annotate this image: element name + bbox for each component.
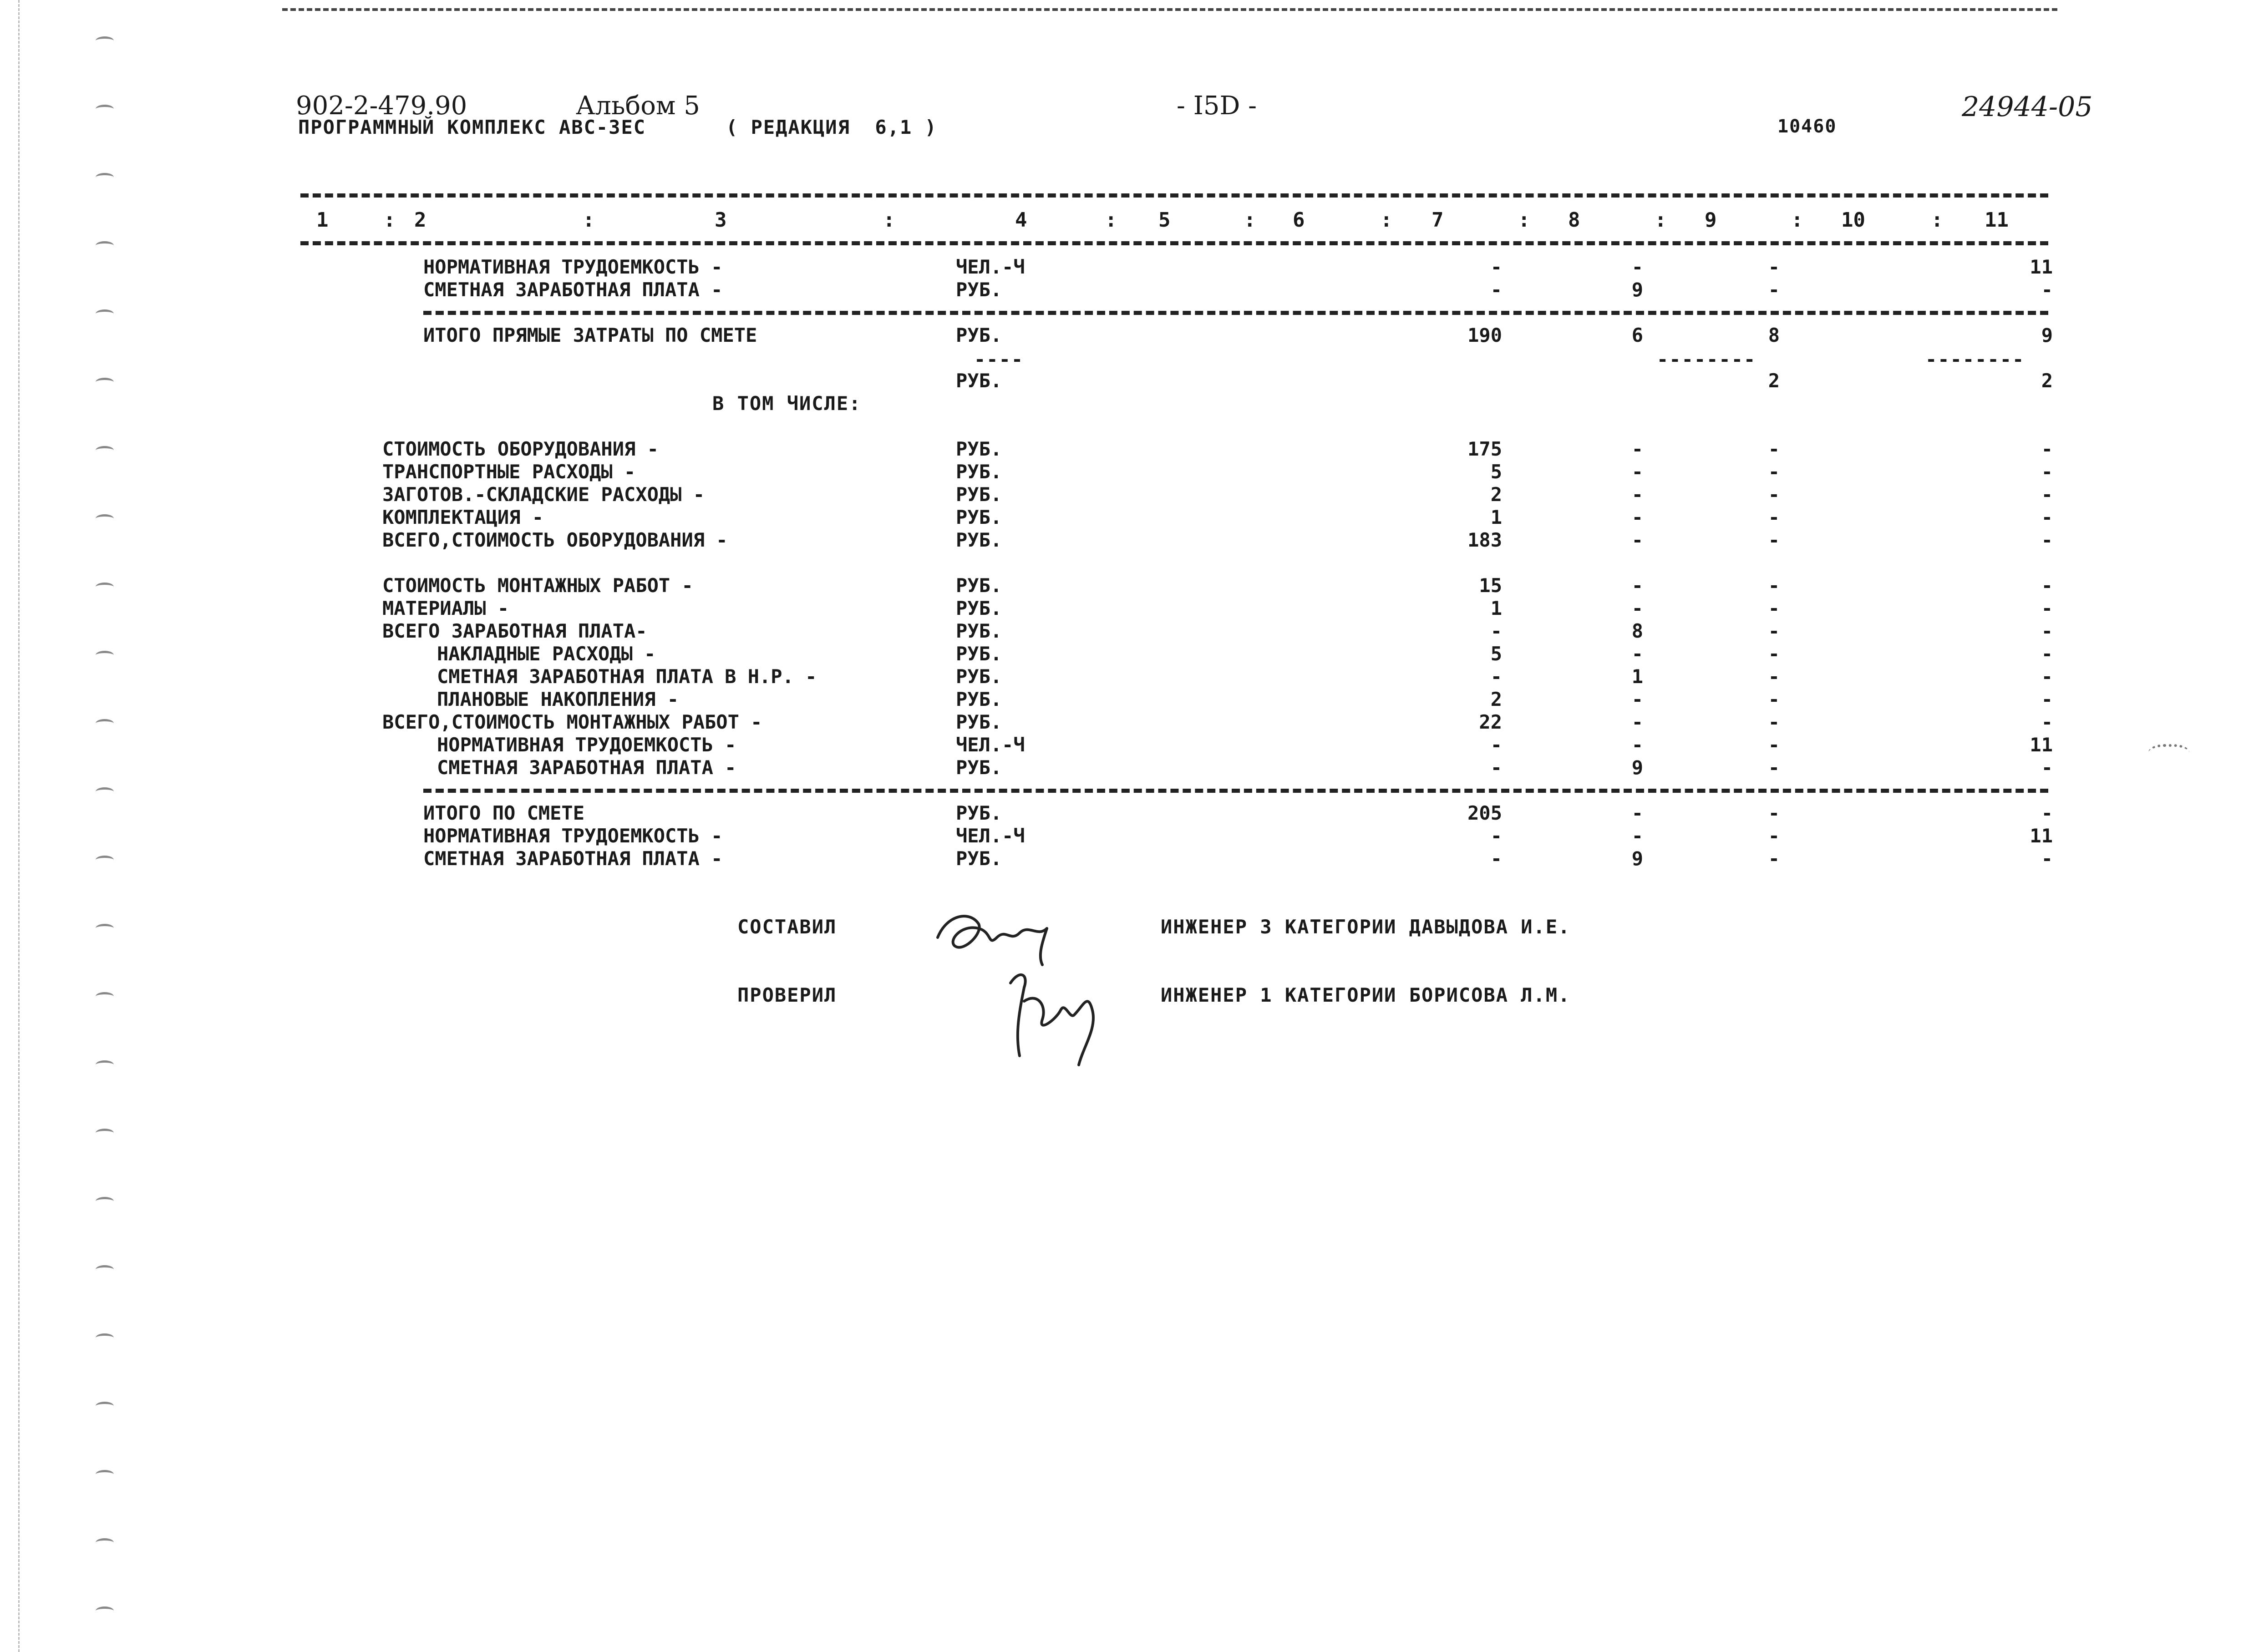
row-col11: - bbox=[2041, 279, 2053, 301]
row-col9: 8 bbox=[1768, 324, 1780, 346]
row-col9: - bbox=[1768, 438, 1780, 460]
column-header-6: 6 bbox=[1293, 208, 1305, 232]
margin-punch-mark bbox=[96, 719, 114, 728]
row-name: ИТОГО ПРЯМЫЕ ЗАТРАТЫ ПО СМЕТЕ bbox=[423, 324, 757, 346]
row-col9: - bbox=[1768, 802, 1780, 824]
row-unit: РУБ. bbox=[956, 711, 1002, 733]
row-unit: ЧЕЛ.-Ч bbox=[956, 734, 1025, 756]
table-rule-top bbox=[300, 193, 2048, 198]
row-name: ВСЕГО,СТОИМОСТЬ МОНТАЖНЫХ РАБОТ - bbox=[382, 711, 762, 733]
table-row bbox=[0, 620, 2139, 643]
row-col8: - bbox=[1631, 825, 1643, 847]
table-row bbox=[0, 529, 2139, 552]
row-name: МАТЕРИАЛЫ - bbox=[382, 597, 509, 619]
archive-stamp: 24944-05 bbox=[1962, 91, 2093, 123]
row-col7: 15 bbox=[1479, 574, 1502, 597]
table-row bbox=[0, 597, 2139, 620]
column-header-3: 3 bbox=[715, 208, 727, 232]
row-name: ПЛАНОВЫЕ НАКОПЛЕНИЯ - bbox=[437, 688, 679, 710]
row-col11: - bbox=[2041, 483, 2053, 506]
row-col9: - bbox=[1768, 711, 1780, 733]
row-col11: - bbox=[2041, 506, 2053, 528]
row-col7: 5 bbox=[1490, 461, 1502, 483]
row-name: НОРМАТИВНАЯ ТРУДОЕМКОСТЬ - bbox=[423, 825, 723, 847]
row-col9: - bbox=[1768, 756, 1780, 779]
row-col8: - bbox=[1631, 574, 1643, 597]
unit-subtotal-dashes: ---- bbox=[974, 348, 1024, 370]
row-unit: ЧЕЛ.-Ч bbox=[956, 825, 1025, 847]
table-row bbox=[0, 506, 2139, 529]
stray-mark-right bbox=[2148, 744, 2189, 765]
row-name: ВСЕГО,СТОИМОСТЬ ОБОРУДОВАНИЯ - bbox=[382, 529, 728, 551]
row-col9: - bbox=[1768, 620, 1780, 642]
edition-label: ( РЕДАКЦИЯ 6,1 ) bbox=[726, 116, 937, 138]
margin-punch-mark bbox=[96, 446, 114, 455]
row-name: СМЕТНАЯ ЗАРАБОТНАЯ ПЛАТА - bbox=[423, 279, 723, 301]
project-number: 902-2-479.90 bbox=[296, 91, 467, 121]
row-unit: РУБ. bbox=[956, 461, 1002, 483]
column-header-1: 1 bbox=[316, 208, 329, 232]
row-unit: РУБ. bbox=[956, 574, 1002, 597]
row-name: СМЕТНАЯ ЗАРАБОТНАЯ ПЛАТА - bbox=[423, 847, 723, 870]
row-col8: - bbox=[1631, 711, 1643, 733]
row-col7: 2 bbox=[1490, 688, 1502, 710]
column-separator: : bbox=[1244, 208, 1256, 232]
column-header-2: 2 bbox=[414, 208, 426, 232]
row-col7: - bbox=[1490, 825, 1502, 847]
row-col8: - bbox=[1631, 597, 1643, 619]
table-row bbox=[0, 324, 2139, 347]
row-col11: - bbox=[2041, 847, 2053, 870]
row-col11: - bbox=[2041, 574, 2053, 597]
compiled-by: ИНЖЕНЕР 3 КАТЕГОРИИ ДАВЫДОВА И.Е. bbox=[1161, 916, 1571, 938]
table-row bbox=[0, 256, 2139, 279]
margin-punch-mark bbox=[96, 924, 114, 932]
row-unit: РУБ. bbox=[956, 802, 1002, 824]
row-col11: - bbox=[2041, 461, 2053, 483]
row-unit: РУБ. bbox=[956, 324, 1002, 346]
margin-punch-mark bbox=[96, 1470, 114, 1479]
row-unit: РУБ. bbox=[956, 483, 1002, 506]
program-title: ПРОГРАММНЫЙ КОМПЛЕКС АВС-3ЕС bbox=[298, 116, 646, 138]
row-col7: 205 bbox=[1467, 802, 1502, 824]
row-col7: 5 bbox=[1490, 643, 1502, 665]
column-header-4: 4 bbox=[1015, 208, 1027, 232]
margin-punch-mark bbox=[96, 514, 114, 523]
column-separator: : bbox=[1518, 208, 1530, 232]
row-unit: РУБ. bbox=[956, 847, 1002, 870]
table-row bbox=[0, 665, 2139, 688]
table-row bbox=[0, 643, 2139, 665]
row-col9: - bbox=[1768, 256, 1780, 278]
margin-punch-mark bbox=[96, 1129, 114, 1137]
margin-punch-mark bbox=[96, 1265, 114, 1274]
row-col9: - bbox=[1768, 688, 1780, 710]
column-header-7: 7 bbox=[1432, 208, 1444, 232]
row-col7: 190 bbox=[1467, 324, 1502, 346]
margin-punch-mark bbox=[96, 992, 114, 1001]
row-col7: 22 bbox=[1479, 711, 1502, 733]
row-col11: - bbox=[2041, 688, 2053, 710]
row-name: ТРАНСПОРТНЫЕ РАСХОДЫ - bbox=[382, 461, 636, 483]
column-header-10: 10 bbox=[1841, 208, 1865, 232]
row-col11: - bbox=[2041, 802, 2053, 824]
doc-code: 10460 bbox=[1777, 116, 1837, 137]
row-col8: 6 bbox=[1631, 324, 1643, 346]
margin-punch-mark bbox=[96, 1333, 114, 1342]
row-col8: 9 bbox=[1631, 847, 1643, 870]
row-col9: - bbox=[1768, 665, 1780, 688]
row-col8: - bbox=[1631, 643, 1643, 665]
margin-punch-mark bbox=[96, 1402, 114, 1410]
row-col7: - bbox=[1490, 665, 1502, 688]
row-unit: РУБ. bbox=[956, 529, 1002, 551]
row-col11: - bbox=[2041, 756, 2053, 779]
row-unit: РУБ. bbox=[956, 665, 1002, 688]
signature-checker bbox=[992, 965, 1120, 1069]
page-number: - I5D - bbox=[1177, 91, 1257, 121]
column-header-11: 11 bbox=[1985, 208, 2009, 232]
row-unit: РУБ. bbox=[956, 279, 1002, 301]
top-edge-line bbox=[282, 8, 2057, 11]
row-col8: - bbox=[1631, 688, 1643, 710]
column-header-5: 5 bbox=[1158, 208, 1171, 232]
row-unit: РУБ. bbox=[956, 620, 1002, 642]
table-row bbox=[0, 438, 2139, 461]
table-row bbox=[0, 279, 2139, 301]
column-separator: : bbox=[883, 208, 895, 232]
row-col9: - bbox=[1768, 279, 1780, 301]
column-separator: : bbox=[1791, 208, 1803, 232]
row-unit: РУБ. bbox=[956, 688, 1002, 710]
table-row bbox=[0, 734, 2139, 756]
row-name: СМЕТНАЯ ЗАРАБОТНАЯ ПЛАТА - bbox=[437, 756, 736, 779]
table-row bbox=[0, 825, 2139, 847]
checked-by: ИНЖЕНЕР 1 КАТЕГОРИИ БОРИСОВА Л.М. bbox=[1161, 984, 1571, 1006]
row-unit: РУБ. bbox=[956, 756, 1002, 779]
row-unit: РУБ. bbox=[956, 506, 1002, 528]
margin-punch-mark bbox=[96, 173, 114, 182]
row-col7: - bbox=[1490, 734, 1502, 756]
checked-label: ПРОВЕРИЛ bbox=[737, 984, 837, 1006]
row-unit: РУБ. bbox=[956, 597, 1002, 619]
margin-rule-left bbox=[18, 0, 20, 1652]
row-col9: - bbox=[1768, 529, 1780, 551]
row-col11: - bbox=[2041, 597, 2053, 619]
table-row bbox=[0, 756, 2139, 779]
margin-punch-mark bbox=[96, 378, 114, 386]
row-name: СТОИМОСТЬ МОНТАЖНЫХ РАБОТ - bbox=[382, 574, 693, 597]
column-separator: : bbox=[1931, 208, 1943, 232]
row-name: ЗАГОТОВ.-СКЛАДСКИЕ РАСХОДЫ - bbox=[382, 483, 705, 506]
col9-subtotal-dashes: -------- bbox=[1657, 348, 1756, 370]
table-row bbox=[0, 483, 2139, 506]
row-col9: - bbox=[1768, 734, 1780, 756]
row-col11: - bbox=[2041, 438, 2053, 460]
margin-punch-mark bbox=[96, 105, 114, 113]
row-col7: - bbox=[1490, 279, 1502, 301]
row-col8: - bbox=[1631, 802, 1643, 824]
signature-compiler bbox=[929, 906, 1065, 969]
row-col9: - bbox=[1768, 825, 1780, 847]
row-col7: - bbox=[1490, 847, 1502, 870]
row-col11: 11 bbox=[2030, 825, 2053, 847]
margin-punch-mark bbox=[96, 583, 114, 591]
row-col8: - bbox=[1631, 734, 1643, 756]
row-col9: - bbox=[1768, 461, 1780, 483]
row-col9: - bbox=[1768, 574, 1780, 597]
column-separator: : bbox=[1105, 208, 1117, 232]
table-row bbox=[0, 847, 2139, 870]
table-rule-header bbox=[300, 241, 2048, 245]
row-name: СМЕТНАЯ ЗАРАБОТНАЯ ПЛАТА В Н.Р. - bbox=[437, 665, 817, 688]
row-name: НОРМАТИВНАЯ ТРУДОЕМКОСТЬ - bbox=[423, 256, 723, 278]
margin-punch-mark bbox=[96, 1060, 114, 1069]
row-col9: - bbox=[1768, 847, 1780, 870]
row-col11: 2 bbox=[2041, 370, 2053, 392]
row-col7: 175 bbox=[1467, 438, 1502, 460]
row-col11: 9 bbox=[2041, 324, 2053, 346]
row-col7: 2 bbox=[1490, 483, 1502, 506]
row-name: НАКЛАДНЫЕ РАСХОДЫ - bbox=[437, 643, 656, 665]
row-col8: - bbox=[1631, 461, 1643, 483]
row-col11: - bbox=[2041, 665, 2053, 688]
margin-punch-mark bbox=[96, 856, 114, 864]
row-col7: - bbox=[1490, 756, 1502, 779]
row-col8: - bbox=[1631, 529, 1643, 551]
table-row bbox=[0, 461, 2139, 483]
column-header-9: 9 bbox=[1705, 208, 1717, 232]
row-col8: - bbox=[1631, 483, 1643, 506]
row-name: ИТОГО ПО СМЕТЕ bbox=[423, 802, 585, 824]
column-separator: : bbox=[583, 208, 595, 232]
row-name: КОМПЛЕКТАЦИЯ - bbox=[382, 506, 544, 528]
row-col7: 1 bbox=[1490, 597, 1502, 619]
row-col11: - bbox=[2041, 643, 2053, 665]
row-col8: 1 bbox=[1631, 665, 1643, 688]
row-col9: - bbox=[1768, 597, 1780, 619]
row-col11: 11 bbox=[2030, 256, 2053, 278]
margin-punch-mark bbox=[96, 1606, 114, 1615]
row-col11: - bbox=[2041, 620, 2053, 642]
table-row bbox=[0, 574, 2139, 597]
row-col7: 183 bbox=[1467, 529, 1502, 551]
row-col11: - bbox=[2041, 529, 2053, 551]
margin-punch-mark bbox=[96, 1197, 114, 1206]
margin-punch-mark bbox=[96, 1538, 114, 1547]
row-name: НОРМАТИВНАЯ ТРУДОЕМКОСТЬ - bbox=[437, 734, 736, 756]
row-col8: 8 bbox=[1631, 620, 1643, 642]
album-label: Альбом 5 bbox=[576, 91, 700, 121]
row-unit: РУБ. bbox=[956, 643, 1002, 665]
table-row bbox=[0, 370, 2139, 392]
margin-punch-mark bbox=[96, 36, 114, 45]
section-label: В ТОМ ЧИСЛЕ: bbox=[712, 392, 862, 415]
row-col9: - bbox=[1768, 483, 1780, 506]
row-col8: - bbox=[1631, 506, 1643, 528]
margin-punch-mark bbox=[96, 241, 114, 250]
row-name: СТОИМОСТЬ ОБОРУДОВАНИЯ - bbox=[382, 438, 659, 460]
column-separator: : bbox=[1655, 208, 1667, 232]
margin-punch-mark bbox=[96, 309, 114, 318]
row-unit: ЧЕЛ.-Ч bbox=[956, 256, 1025, 278]
row-col8: - bbox=[1631, 438, 1643, 460]
column-header-8: 8 bbox=[1568, 208, 1580, 232]
margin-punch-mark bbox=[96, 787, 114, 796]
row-col7: - bbox=[1490, 256, 1502, 278]
table-row bbox=[0, 711, 2139, 734]
table-rule-section1 bbox=[423, 311, 2048, 315]
row-col9: - bbox=[1768, 643, 1780, 665]
row-col8: 9 bbox=[1631, 756, 1643, 779]
row-col9: 2 bbox=[1768, 370, 1780, 392]
table-row bbox=[0, 688, 2139, 711]
row-col7: 1 bbox=[1490, 506, 1502, 528]
row-unit: РУБ. bbox=[956, 370, 1002, 392]
row-col9: - bbox=[1768, 506, 1780, 528]
margin-punch-mark bbox=[96, 651, 114, 659]
column-separator: : bbox=[383, 208, 396, 232]
row-unit: РУБ. bbox=[956, 438, 1002, 460]
row-col7: - bbox=[1490, 620, 1502, 642]
table-row bbox=[0, 802, 2139, 825]
col11-subtotal-dashes: -------- bbox=[1925, 348, 2025, 370]
row-col11: 11 bbox=[2030, 734, 2053, 756]
row-col8: 9 bbox=[1631, 279, 1643, 301]
row-name: ВСЕГО ЗАРАБОТНАЯ ПЛАТА- bbox=[382, 620, 647, 642]
compiled-label: СОСТАВИЛ bbox=[737, 916, 837, 938]
row-col11: - bbox=[2041, 711, 2053, 733]
table-rule-section2 bbox=[423, 789, 2048, 793]
column-separator: : bbox=[1380, 208, 1392, 232]
row-col8: - bbox=[1631, 256, 1643, 278]
